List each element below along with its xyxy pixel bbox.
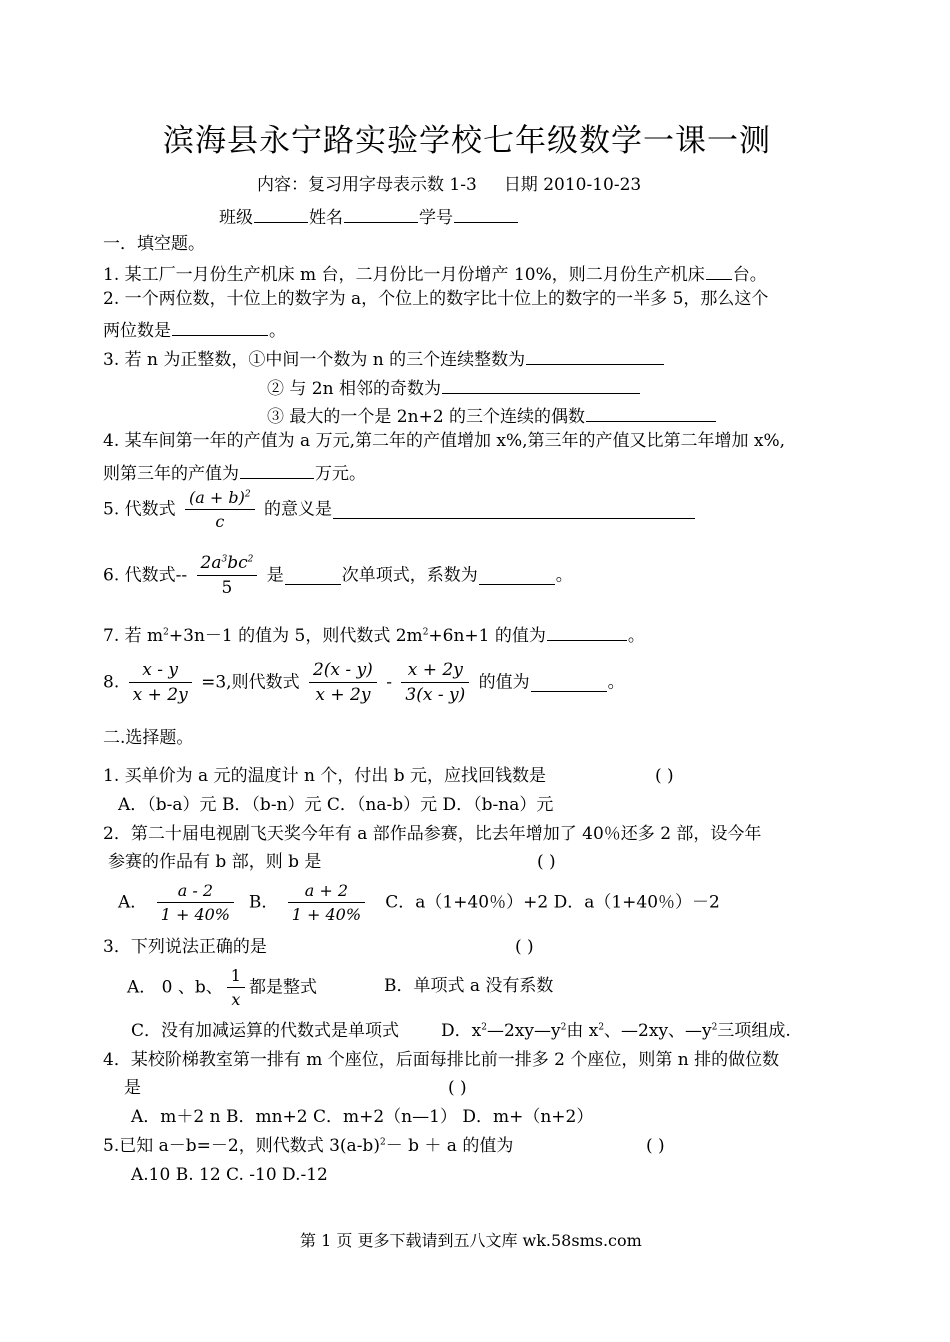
s2-q3-opta-end: 都是整式: [248, 977, 317, 998]
s1-q3-text1: 3. 若 n 为正整数，①中间一个数为 n 的三个连续整数为: [103, 350, 526, 370]
s1-q8-fraction3: [401, 660, 469, 706]
s2-q2-answer-paren[interactable]: ( ): [537, 852, 556, 872]
s2-q2-fa-den: 1 + 40%: [160, 905, 231, 925]
s1-q3-blank1[interactable]: [526, 346, 664, 365]
s2-q2-fa-num: a - 2: [157, 881, 234, 903]
page-footer: 第 1 页 更多下载请到五八文库 wk.58sms.com: [300, 1231, 642, 1250]
s1-q8-f3-num: x + 2y: [401, 660, 469, 683]
s1-q4-unit: 万元。: [315, 464, 366, 484]
s2-q2-option-a-label: A．: [118, 892, 148, 913]
s1-q3-blank2[interactable]: [442, 375, 640, 394]
s2-q1-options: A．（b-a）元 B．（b-n）元 C．（na-b）元 D．（b-na）元: [118, 795, 554, 815]
s1-q1-text: 1. 某工厂一月份生产机床 m 台，二月份比一月份增产 10%，则二月份生产机床: [103, 265, 705, 285]
class-blank[interactable]: [254, 204, 308, 223]
s2-question-2-line2: 参赛的作品有 b 部，则 b 是: [108, 852, 322, 872]
s2-q5-answer-paren[interactable]: ( ): [646, 1136, 665, 1156]
s2-q3-option-d: [441, 1021, 791, 1041]
s1-q5-fraction: [185, 488, 255, 531]
s1-q4-text: 则第三年的产值为: [103, 464, 239, 484]
s2-q4-options: A．m＋2 n B．mn+2 C．m+2（n—1） D．m+（n+2）: [131, 1107, 594, 1127]
id-blank[interactable]: [454, 204, 518, 223]
s1-question-6: [103, 553, 573, 599]
s1-q3-blank3[interactable]: [586, 403, 716, 422]
subtitle: [257, 175, 641, 195]
s1-q8-fraction2: [309, 660, 377, 706]
s1-q5-prefix: 5. 代数式: [103, 499, 176, 520]
s1-q8-mid: =3,则代数式: [201, 672, 300, 693]
section1-heading: 一．填空题。: [103, 234, 205, 254]
s1-q2-end: 。: [269, 321, 286, 341]
s1-q8-minus: -: [386, 672, 392, 693]
s2-question-4-line1: 4．某校阶梯教室第一排有 m 个座位，后面每排比前一排多 2 个座位，则第 n 排的做位数: [103, 1050, 780, 1070]
s2-q3-optd-a: D．x: [441, 1021, 482, 1041]
s1-question-1: [103, 261, 767, 285]
s2-q3-optd-d: 、—2xy、—y: [604, 1021, 712, 1041]
s1-question-5: [103, 488, 696, 531]
s1-q3-text2: ② 与 2n 相邻的奇数为: [267, 379, 441, 399]
section2-heading: 二.选择题。: [103, 728, 194, 748]
s2-q3-optd-c: 由 x: [566, 1021, 599, 1041]
s1-q8-f1-den: x + 2y: [132, 685, 188, 706]
s2-question-5: [103, 1136, 513, 1156]
s2-question-1: 1. 买单价为 a 元的温度计 n 个，付出 b 元，应找回钱数是: [103, 766, 547, 786]
s2-q3-optd-exp4: 2: [711, 1022, 718, 1033]
s1-q7-exp2: 2: [422, 627, 429, 638]
id-label: 学号: [419, 208, 453, 228]
s1-q5-suffix: 的意义是: [264, 499, 333, 520]
s2-q3-optd-e: 三项组成.: [717, 1021, 791, 1041]
s1-q6-blank1[interactable]: [285, 566, 341, 585]
s1-q6-mid: 是: [266, 565, 284, 586]
s2-q2-options-cd: C．a（1+40％）+2 D．a（1+40％）－2: [385, 892, 720, 913]
s1-q8-fraction1: [129, 660, 192, 706]
s1-q6-fraction: [197, 553, 258, 599]
s1-q7-b: +3n－1 的值为 5，则代数式 2m: [168, 626, 423, 646]
s1-question-8: [103, 660, 625, 706]
s1-q1-blank[interactable]: [706, 261, 732, 280]
s1-q7-a: 7. 若 m: [103, 626, 164, 646]
s2-q2-fb-num: a + 2: [288, 881, 365, 903]
s1-q8-f2-den: x + 2y: [315, 685, 371, 706]
s1-question-4-line1: 4. 某车间第一年的产值为 a 万元,第二年的产值增加 x%,第三年的产值又比第二年增加 x%,: [103, 431, 786, 451]
s1-q1-unit: 台。: [732, 265, 767, 285]
s1-q6-blank2[interactable]: [479, 566, 555, 585]
s2-q3-optd-exp3: 2: [598, 1022, 605, 1033]
s2-q5-b: － b ＋ a 的值为: [385, 1136, 514, 1156]
name-label: 姓名: [309, 208, 343, 228]
s1-q6-prefix: 6. 代数式--: [103, 565, 188, 586]
s1-q7-exp1: 2: [163, 627, 169, 638]
s1-q4-blank[interactable]: [240, 460, 314, 479]
name-blank[interactable]: [344, 204, 418, 223]
s1-question-2-line1: 2. 一个两位数，十位上的数字为 a，个位上的数字比十位上的数字的一半多 5，那么这个: [103, 289, 769, 309]
s2-q3-optd-exp1: 2: [481, 1022, 487, 1033]
s1-question-4-line2: [103, 460, 366, 484]
subtitle-date: 日期 2010-10-23: [503, 175, 642, 195]
s2-q3-option-b: B．单项式 a 没有系数: [384, 976, 554, 996]
s1-q5-blank[interactable]: [333, 500, 695, 519]
s2-q3-optd-b: —2xy—y: [486, 1021, 561, 1041]
s1-q8-suffix: 的值为: [478, 672, 530, 693]
s2-q3-opta-fraction: [227, 966, 245, 1009]
s1-q6-exp1: 3: [221, 554, 228, 565]
s1-question-3-line3: [267, 403, 717, 427]
s1-q8-f3-den: 3(x - y): [405, 685, 466, 706]
s2-q5-exp: 2: [379, 1137, 386, 1148]
s1-question-3-line1: [103, 346, 665, 370]
s1-q8-f2-num: 2(x - y): [309, 660, 377, 683]
s1-q6-denominator: 5: [221, 578, 233, 599]
s1-q5-numerator: (a + b): [189, 488, 245, 507]
s2-q3-opta-text: A． 0 、b、: [127, 977, 223, 998]
s1-q7-c: +6n+1 的值为: [428, 626, 546, 646]
s2-question-2-line1: 2．第二十届电视剧飞天奖今年有 a 部作品参赛，比去年增加了 40％还多 2 部，设今年: [103, 824, 762, 844]
s2-question-4-line2: 是: [124, 1078, 141, 1098]
s2-q3-fa-num: 1: [227, 966, 245, 988]
s2-q3-option-a: [127, 966, 317, 1009]
s1-q8-end: 。: [607, 672, 625, 693]
s1-q6-exp2: 2: [247, 554, 254, 565]
s2-question-3: 3．下列说法正确的是: [103, 937, 267, 957]
s2-q2-fb-den: 1 + 40%: [291, 905, 362, 925]
s1-q8-f1-num: x - y: [129, 660, 192, 683]
s2-q2-options: [118, 881, 720, 924]
s2-q3-answer-paren[interactable]: ( ): [515, 937, 534, 957]
s1-q5-denominator: c: [215, 512, 225, 532]
s1-q3-text3: ③ 最大的一个是 2n+2 的三个连续的偶数: [267, 407, 586, 427]
s1-q5-exp: 2: [244, 489, 251, 500]
s2-q2-option-a-fraction: [157, 881, 234, 924]
s1-q8-blank[interactable]: [531, 673, 607, 692]
s2-q3-optd-exp2: 2: [560, 1022, 567, 1033]
s1-question-2-line2: [103, 317, 286, 341]
s1-q7-end: 。: [627, 626, 645, 646]
s2-q2-option-b-label: B．: [248, 892, 279, 913]
s2-q4-answer-paren[interactable]: ( ): [448, 1078, 467, 1098]
s1-q2-text: 两位数是: [103, 321, 171, 341]
s1-q8-prefix: 8.: [103, 672, 120, 693]
subtitle-content: 内容：复习用字母表示数 1-3: [257, 175, 477, 195]
s1-q6-num-a: 2a: [200, 553, 222, 573]
s2-q1-answer-paren[interactable]: ( ): [655, 766, 674, 786]
s1-q6-num-b: bc: [227, 553, 248, 573]
s1-q2-blank[interactable]: [172, 317, 268, 336]
s1-q6-mid2: 次单项式，系数为: [341, 565, 478, 586]
s2-q2-option-b-fraction: [288, 881, 365, 924]
page-title: 滨海县永宁路实验学校七年级数学一课一测: [163, 123, 771, 159]
s2-q5-a: 5.已知 a－b=－2，则代数式 3(a-b): [103, 1136, 380, 1156]
s2-q3-fa-den: x: [231, 990, 241, 1010]
s2-q5-options: A.10 B. 12 C. -10 D.-12: [131, 1165, 328, 1185]
class-label: 班级: [219, 208, 253, 228]
s1-q6-end: 。: [555, 565, 573, 586]
s2-q3-option-c: C．没有加减运算的代数式是单项式: [131, 1021, 400, 1041]
s1-question-7: [103, 622, 645, 646]
s1-q7-blank[interactable]: [547, 622, 627, 641]
student-info-line: [219, 204, 519, 228]
s1-question-3-line2: [267, 375, 641, 399]
